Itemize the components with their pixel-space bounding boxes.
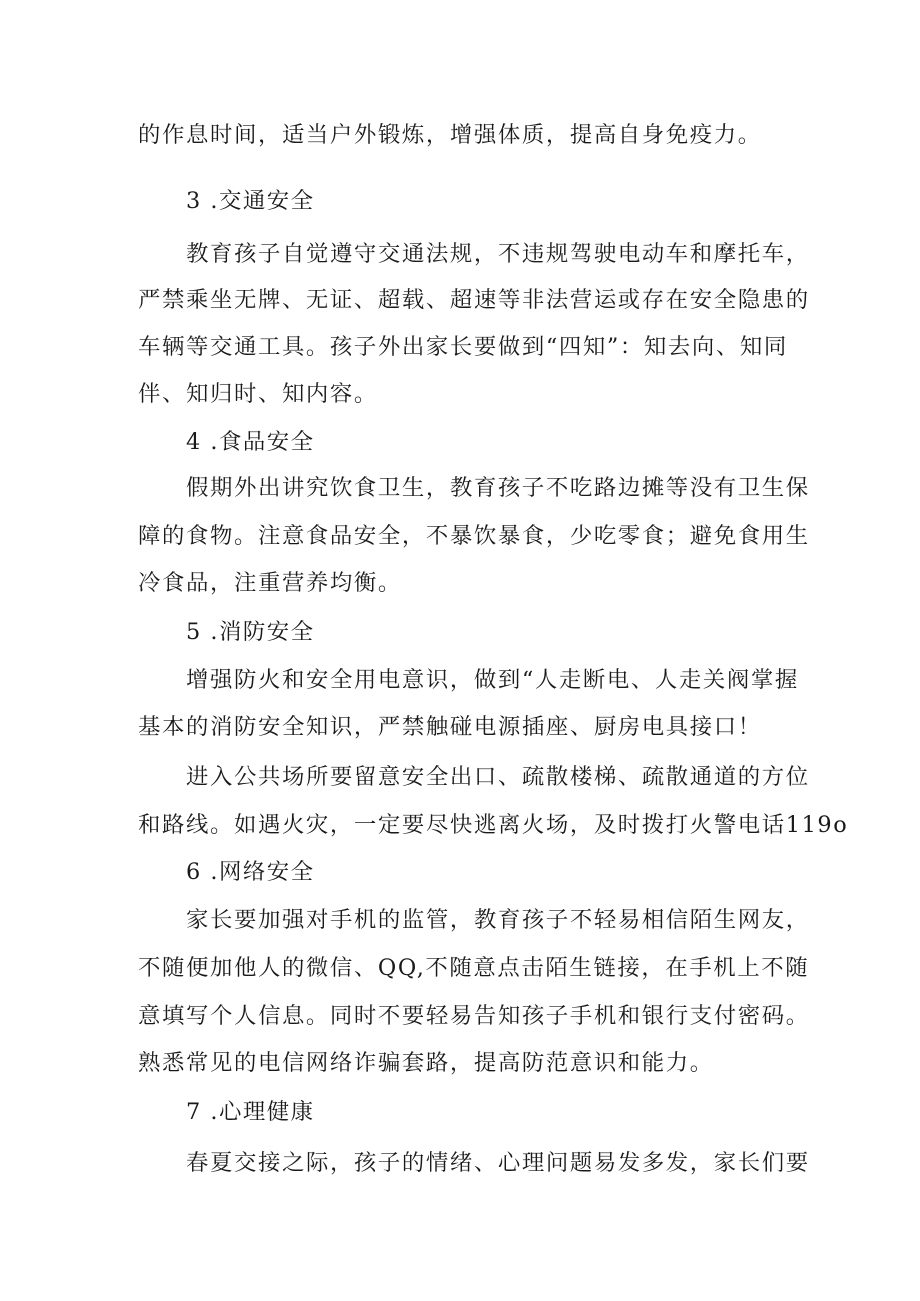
body-line-15: 意填写个人信息。同时不要轻易告知孩子手机和银行支付密码。 <box>138 1003 810 1029</box>
heading-food-safety: 4 .食品安全 <box>186 429 315 455</box>
heading-network-safety: 6 .网络安全 <box>186 859 315 885</box>
body-line-13: 家长要加强对手机的监管，教育孩子不轻易相信陌生网友， <box>186 907 810 933</box>
body-line-16: 熟悉常见的电信网络诈骗套路，提高防范意识和能力。 <box>138 1050 714 1076</box>
heading-mental-health: 7 .心理健康 <box>186 1099 315 1125</box>
heading-traffic-safety: 3 .交通安全 <box>186 188 315 214</box>
body-line-12: 和路线。如遇火灾，一定要尽快逃离火场，及时拨打火警电话119o <box>138 812 849 838</box>
heading-fire-safety: 5 .消防安全 <box>186 619 315 645</box>
body-line-1: 的作息时间，适当户外锻炼，增强体质，提高自身免疫力。 <box>138 122 762 148</box>
body-line-10: 基本的消防安全知识，严禁触碰电源插座、厨房电具接口！ <box>138 714 762 740</box>
body-line-9: 增强防火和安全用电意识，做到“人走断电、人走关阀掌握 <box>186 667 799 693</box>
body-line-2: 教育孩子自觉遵守交通法规，不违规驾驶电动车和摩托车， <box>186 241 810 267</box>
body-line-8: 冷食品，注重营养均衡。 <box>138 570 402 596</box>
body-line-4: 车辆等交通工具。孩子外出家长要做到“四知”：知去向、知同 <box>138 334 788 360</box>
body-line-5: 伴、知归时、知内容。 <box>138 381 378 407</box>
body-line-17: 春夏交接之际，孩子的情绪、心理问题易发多发，家长们要 <box>186 1150 810 1176</box>
body-line-7: 障的食物。注意食品安全，不暴饮暴食，少吃零食；避免食用生 <box>138 523 810 549</box>
body-line-14: 不随便加他人的微信、QQ,不随意点击陌生链接，在手机上不随 <box>138 955 810 981</box>
body-line-11: 进入公共场所要留意安全出口、疏散楼梯、疏散通道的方位 <box>186 764 810 790</box>
body-line-3: 严禁乘坐无牌、无证、超载、超速等非法营运或存在安全隐患的 <box>138 287 810 313</box>
body-line-6: 假期外出讲究饮食卫生，教育孩子不吃路边摊等没有卫生保 <box>186 475 810 501</box>
